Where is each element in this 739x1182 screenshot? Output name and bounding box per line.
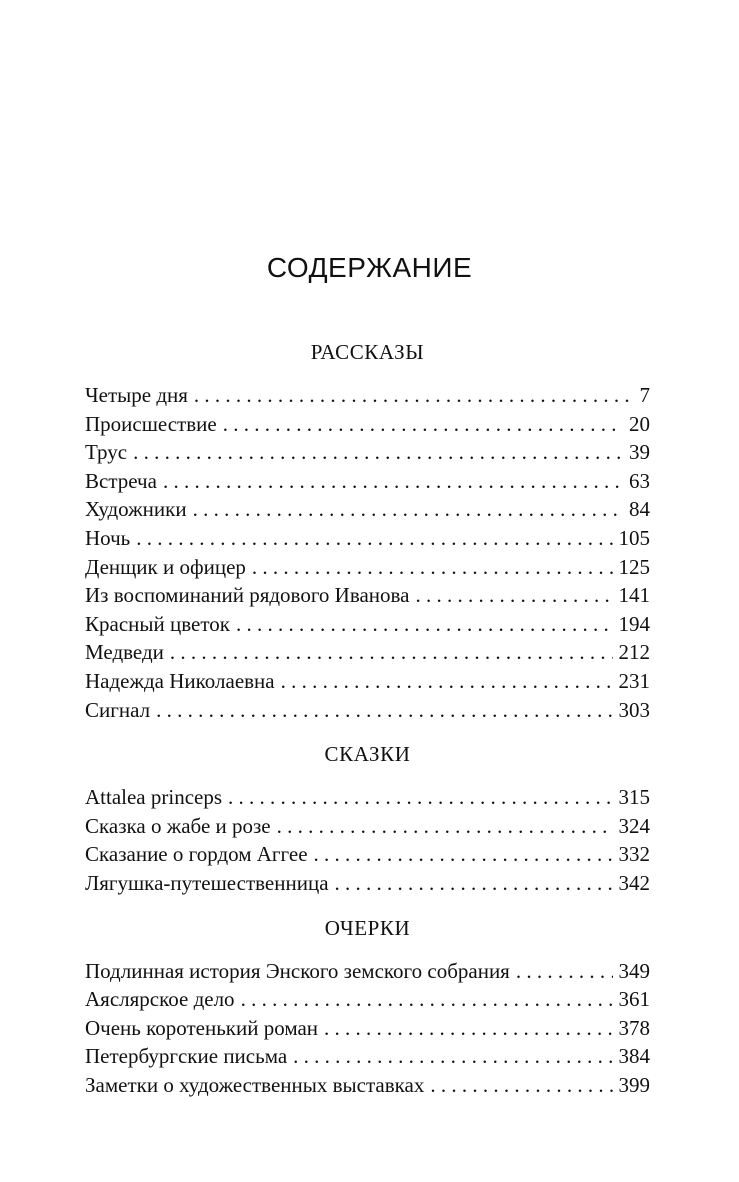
dot-leader [314, 840, 613, 869]
entry-page: 384 [618, 1044, 650, 1069]
entry-title: Сигнал [85, 697, 151, 722]
section-title: ОЧЕРКИ [324, 915, 411, 940]
entry-title: Заметки о художественных выставках [85, 1072, 425, 1097]
toc-entry[interactable] [85, 1014, 650, 1043]
toc-entry[interactable] [85, 495, 650, 524]
dot-leader [156, 696, 612, 725]
section-entries [85, 783, 650, 897]
entry-title: Встреча [85, 468, 157, 493]
dot-leader [516, 957, 613, 986]
entry-page: 194 [618, 611, 650, 636]
section-entries [85, 957, 650, 1100]
dot-leader [170, 638, 613, 667]
entry-title: Сказание о гордом Аггее [85, 842, 308, 867]
dot-leader [193, 495, 623, 524]
toc-entry[interactable] [85, 381, 650, 410]
toc-entry[interactable] [85, 467, 650, 496]
entry-page: 20 [629, 411, 650, 436]
entry-title: Attalea princeps [85, 785, 223, 810]
entry-page: 332 [618, 842, 650, 867]
dot-leader [430, 1071, 612, 1100]
toc-entry[interactable] [85, 812, 650, 841]
section-title: РАССКАЗЫ [310, 340, 425, 364]
entry-page: 361 [618, 987, 650, 1012]
toc-entry[interactable] [85, 638, 650, 667]
dot-leader [281, 667, 613, 696]
toc-entry[interactable] [85, 696, 650, 725]
entry-title: Подлинная история Энского земского собрания [85, 958, 510, 983]
toc-entry[interactable] [85, 840, 650, 869]
entry-title: Художники [85, 497, 187, 522]
toc-entry[interactable] [85, 553, 650, 582]
entry-page: 105 [618, 525, 650, 550]
dot-leader [416, 581, 613, 610]
dot-leader [241, 985, 613, 1014]
entry-page: 349 [618, 958, 650, 983]
entry-title: Петербургские письма [85, 1044, 288, 1069]
entry-title: Из воспоминаний рядового Иванова [85, 583, 410, 608]
entry-title: Лягушка-путешественница [85, 870, 329, 895]
table-of-contents [85, 337, 650, 1099]
entry-title: Сказка о жабе и розе [85, 813, 271, 838]
toc-entry[interactable] [85, 1042, 650, 1071]
toc-entry[interactable] [85, 581, 650, 610]
dot-leader [228, 783, 612, 812]
section-stories [85, 337, 650, 724]
dot-leader [194, 381, 634, 410]
entry-page: 141 [618, 583, 650, 608]
entry-page: 378 [618, 1015, 650, 1040]
toc-entry[interactable] [85, 667, 650, 696]
toc-entry[interactable] [85, 869, 650, 898]
page-title: СОДЕРЖАНИЕ [266, 252, 473, 283]
entry-page: 342 [618, 870, 650, 895]
dot-leader [293, 1042, 612, 1071]
entry-page: 324 [618, 813, 650, 838]
section-title: СКАЗКИ [324, 742, 411, 767]
section-essays [85, 913, 650, 1100]
entry-title: Очень коротенький роман [85, 1015, 319, 1040]
dot-leader [252, 553, 613, 582]
entry-title: Четыре дня [85, 383, 188, 407]
entry-page: 84 [629, 497, 650, 522]
section-tales [85, 739, 650, 897]
toc-entry[interactable] [85, 610, 650, 639]
dot-leader [335, 869, 613, 898]
entry-title: Трус [85, 440, 128, 465]
entry-title: Денщик и офицер [85, 554, 246, 579]
dot-leader [136, 524, 612, 553]
entry-page: 231 [618, 668, 650, 693]
entry-page: 7 [639, 383, 650, 407]
section-entries [85, 381, 650, 724]
toc-entry[interactable] [85, 1071, 650, 1100]
entry-page: 399 [618, 1072, 650, 1097]
entry-page: 212 [618, 640, 650, 665]
entry-page: 39 [629, 440, 650, 465]
dot-leader [277, 812, 613, 841]
entry-page: 63 [629, 468, 650, 493]
entry-page: 125 [618, 554, 650, 579]
dot-leader [324, 1014, 612, 1043]
entry-title: Надежда Николаевна [85, 668, 275, 693]
entry-title: Происшествие [85, 411, 217, 436]
toc-entry[interactable] [85, 438, 650, 467]
dot-leader [133, 438, 623, 467]
dot-leader [223, 410, 623, 439]
entry-page: 315 [618, 785, 650, 810]
toc-entry[interactable] [85, 783, 650, 812]
toc-entry[interactable] [85, 957, 650, 986]
toc-entry[interactable] [85, 985, 650, 1014]
entry-title: Медведи [85, 640, 164, 665]
dot-leader [236, 610, 613, 639]
entry-page: 303 [618, 697, 650, 722]
entry-title: Аяслярское дело [85, 987, 235, 1012]
entry-title: Ночь [85, 525, 131, 550]
toc-entry[interactable] [85, 524, 650, 553]
dot-leader [163, 467, 623, 496]
entry-title: Красный цветок [85, 611, 230, 636]
toc-entry[interactable] [85, 410, 650, 439]
